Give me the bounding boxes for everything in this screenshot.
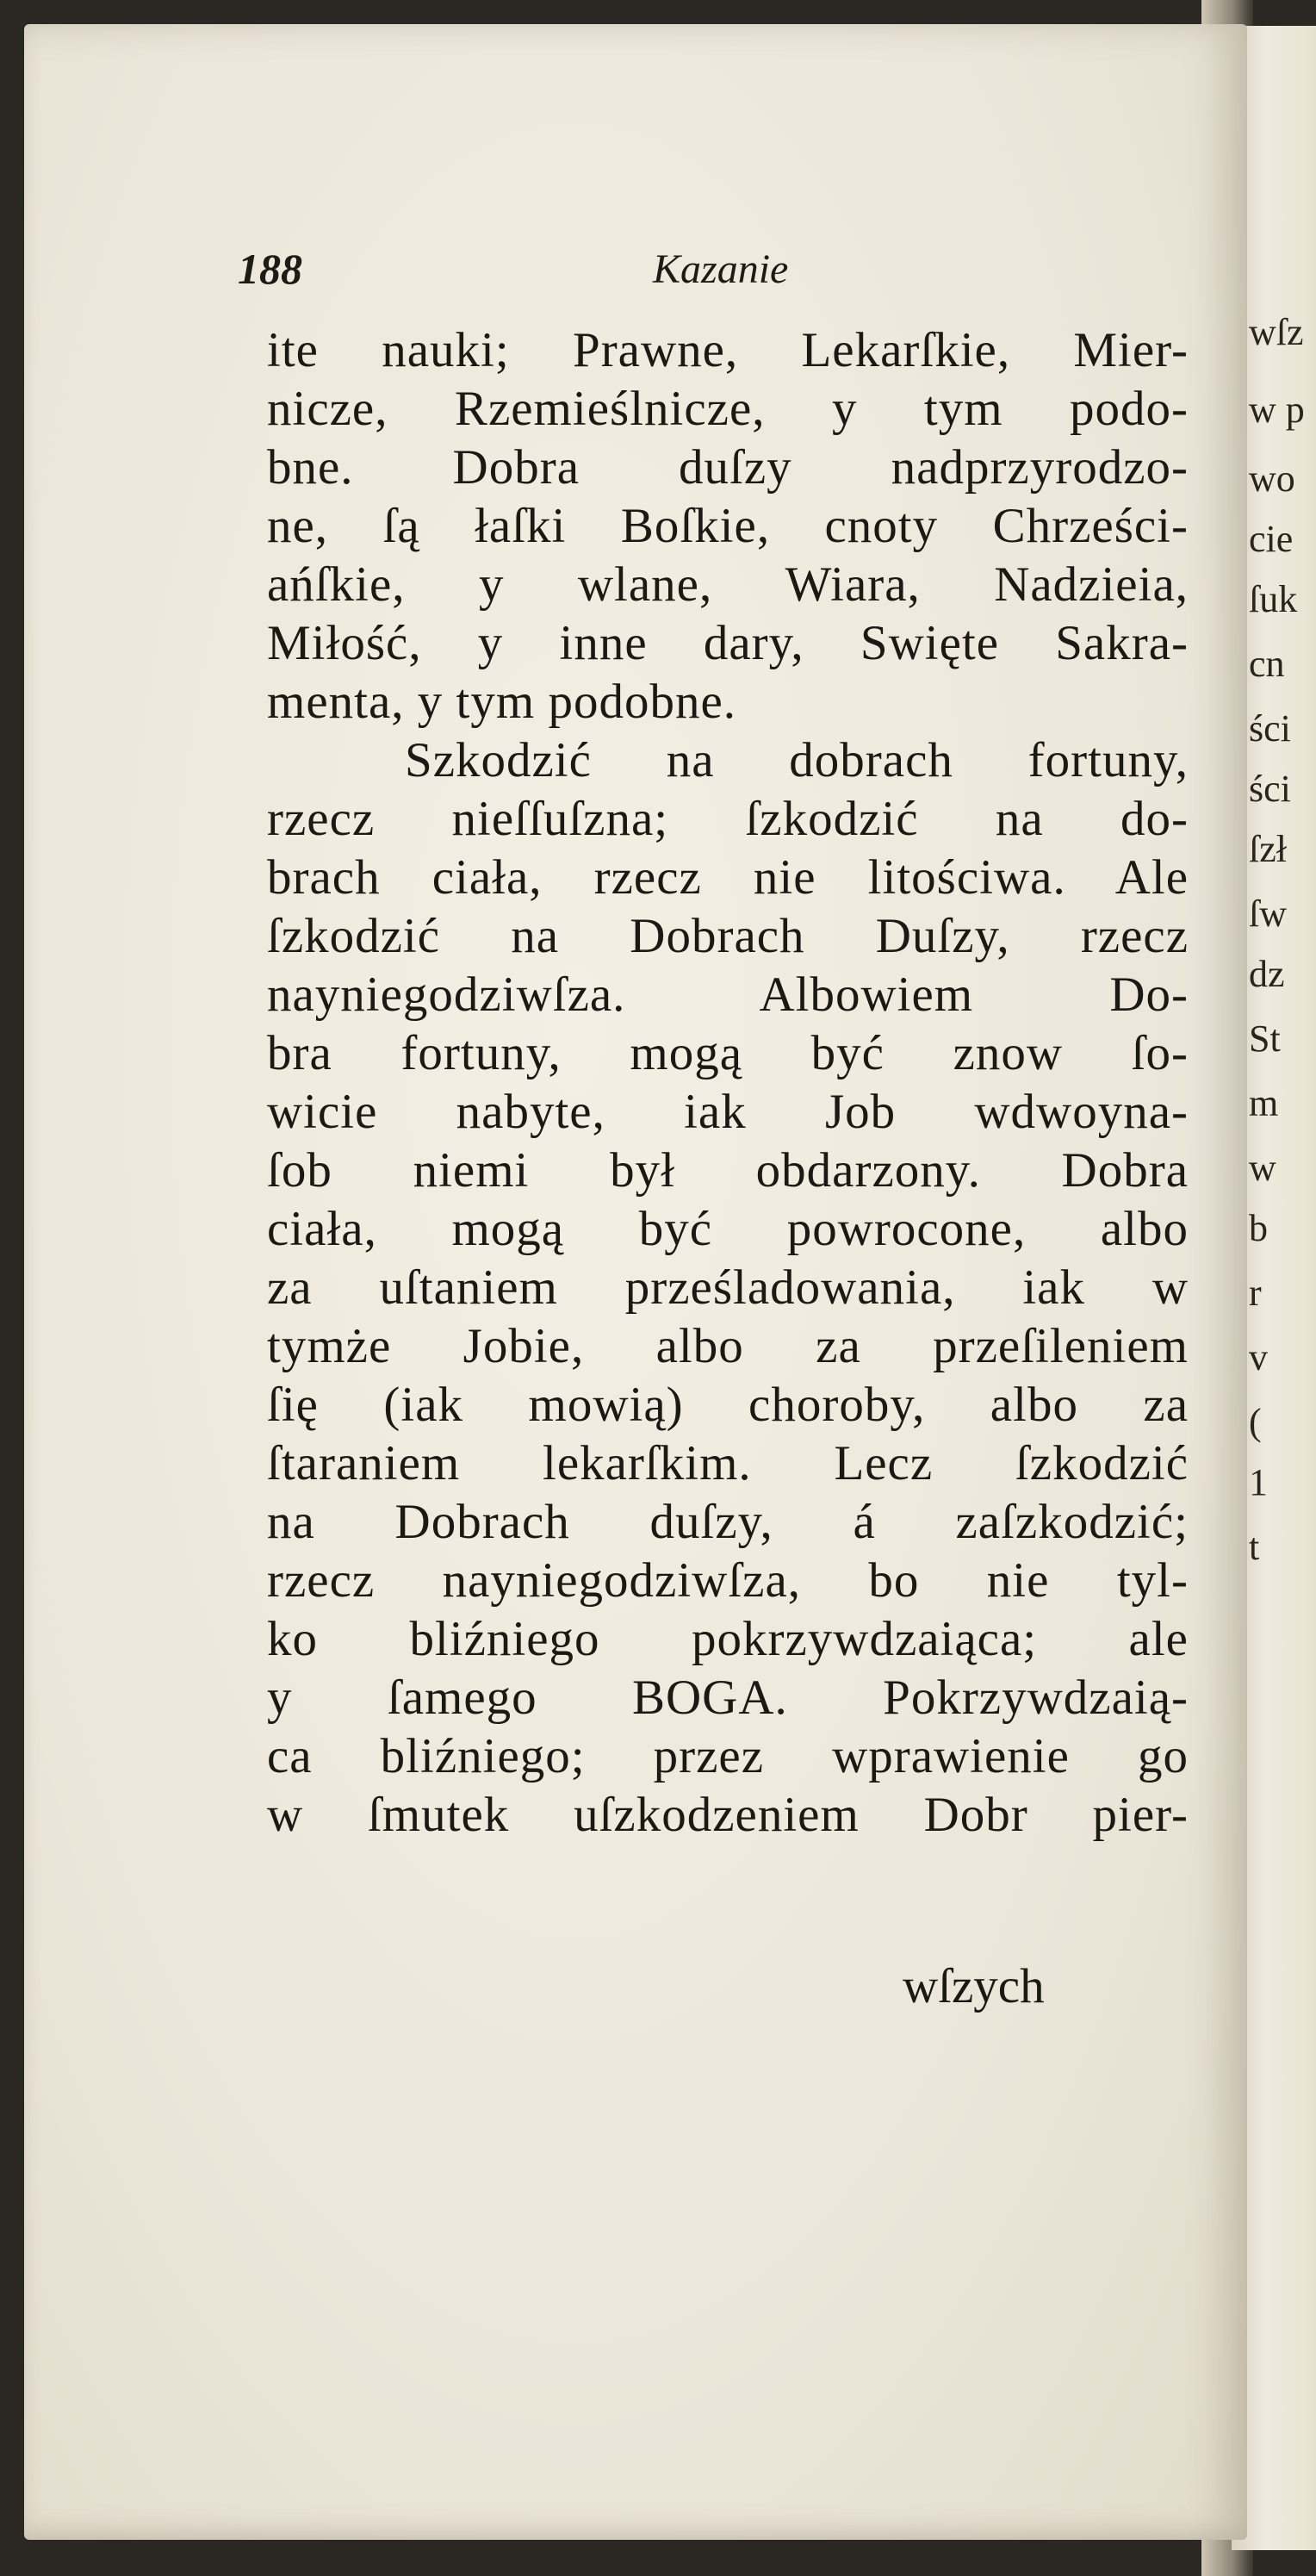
text-line: bra fortuny, mogą być znow ſo- [267,1026,1189,1080]
running-title: Kazanie [653,246,789,292]
facing-page-fragment: r [1249,1272,1262,1314]
facing-page-fragment: t [1249,1526,1260,1568]
facing-page-fragment: 1 [1249,1461,1268,1503]
facing-page-fragment: dz [1249,953,1285,995]
text-line: nayniegodziwſza. Albowiem Do- [267,968,1189,1022]
book-page [24,24,1247,2540]
text-line: ne, ſą łaſki Boſkie, cnoty Chrześci- [267,499,1189,553]
facing-page-fragment: cie [1249,518,1294,560]
text-line: bne. Dobra duſzy nadprzyrodzo- [267,440,1189,495]
text-line: rzecz nieſſuſzna; ſzkodzić na do- [267,792,1189,846]
text-line: wicie nabyte, iak Job wdwoyna- [267,1085,1189,1139]
text-line: ańſkie, y wlane, Wiara, Nadzieia, [267,557,1189,612]
facing-page-fragment: b [1249,1207,1268,1249]
facing-page-fragment: ſzł [1249,828,1287,870]
text-line: menta, y tym podobne. [267,675,736,729]
facing-page-fragment: m [1249,1082,1279,1124]
facing-page-fragment: wo [1249,457,1295,500]
facing-page-fragment: w p [1249,389,1305,431]
facing-page-fragment: cn [1249,643,1285,685]
text-line: ko bliźniego pokrzywdzaiąca; ale [267,1612,1189,1666]
text-line: tymże Jobie, albo za przeſileniem [267,1319,1189,1373]
facing-page-fragment: ści [1249,768,1291,810]
text-line: Miłość, y inne dary, Swięte Sakra- [267,616,1189,670]
facing-page-fragment: w [1249,1147,1276,1189]
facing-page-fragment: v [1249,1336,1268,1378]
text-line: ſtaraniem lekarſkim. Lecz ſzkodzić [267,1436,1189,1490]
text-line: Szkodzić na dobrach fortuny, [405,733,1189,787]
facing-page-fragment: ści [1249,707,1291,750]
text-line: ca bliźniego; przez wprawienie go [267,1729,1189,1783]
facing-page-fragment: St [1249,1017,1281,1060]
text-line: ite nauki; Prawne, Lekarſkie, Mier- [267,323,1189,377]
text-line: rzecz nayniegodziwſza, bo nie tyl- [267,1553,1189,1608]
text-line: na Dobrach duſzy, á zaſzkodzić; [267,1495,1189,1549]
text-line: brach ciała, rzecz nie litościwa. Ale [267,850,1189,905]
catchword: wſzych [903,1959,1045,2013]
facing-page-fragment: ſw [1249,893,1287,935]
text-line: ſzkodzić na Dobrach Duſzy, rzecz [267,909,1189,963]
body-text [267,321,1189,1845]
text-line: ſię (iak mowią) choroby, albo za [267,1378,1189,1432]
facing-page-fragment: ( [1249,1401,1262,1443]
page-number: 188 [238,245,302,293]
facing-page-fragment: wſz [1249,311,1304,353]
text-line: w ſmutek uſzkodzeniem Dobr pier- [267,1788,1189,1842]
facing-page-fragment: ſuk [1249,578,1298,620]
text-line: za uſtaniem prześladowania, iak w [267,1260,1189,1315]
page-header [24,244,1247,296]
text-line: ciała, mogą być powrocone, albo [267,1202,1189,1256]
text-line: ſob niemi był obdarzony. Dobra [267,1143,1189,1198]
text-line: y ſamego BOGA. Pokrzywdzaią- [267,1671,1189,1725]
text-line: nicze, Rzemieślnicze, y tym podo- [267,382,1189,436]
